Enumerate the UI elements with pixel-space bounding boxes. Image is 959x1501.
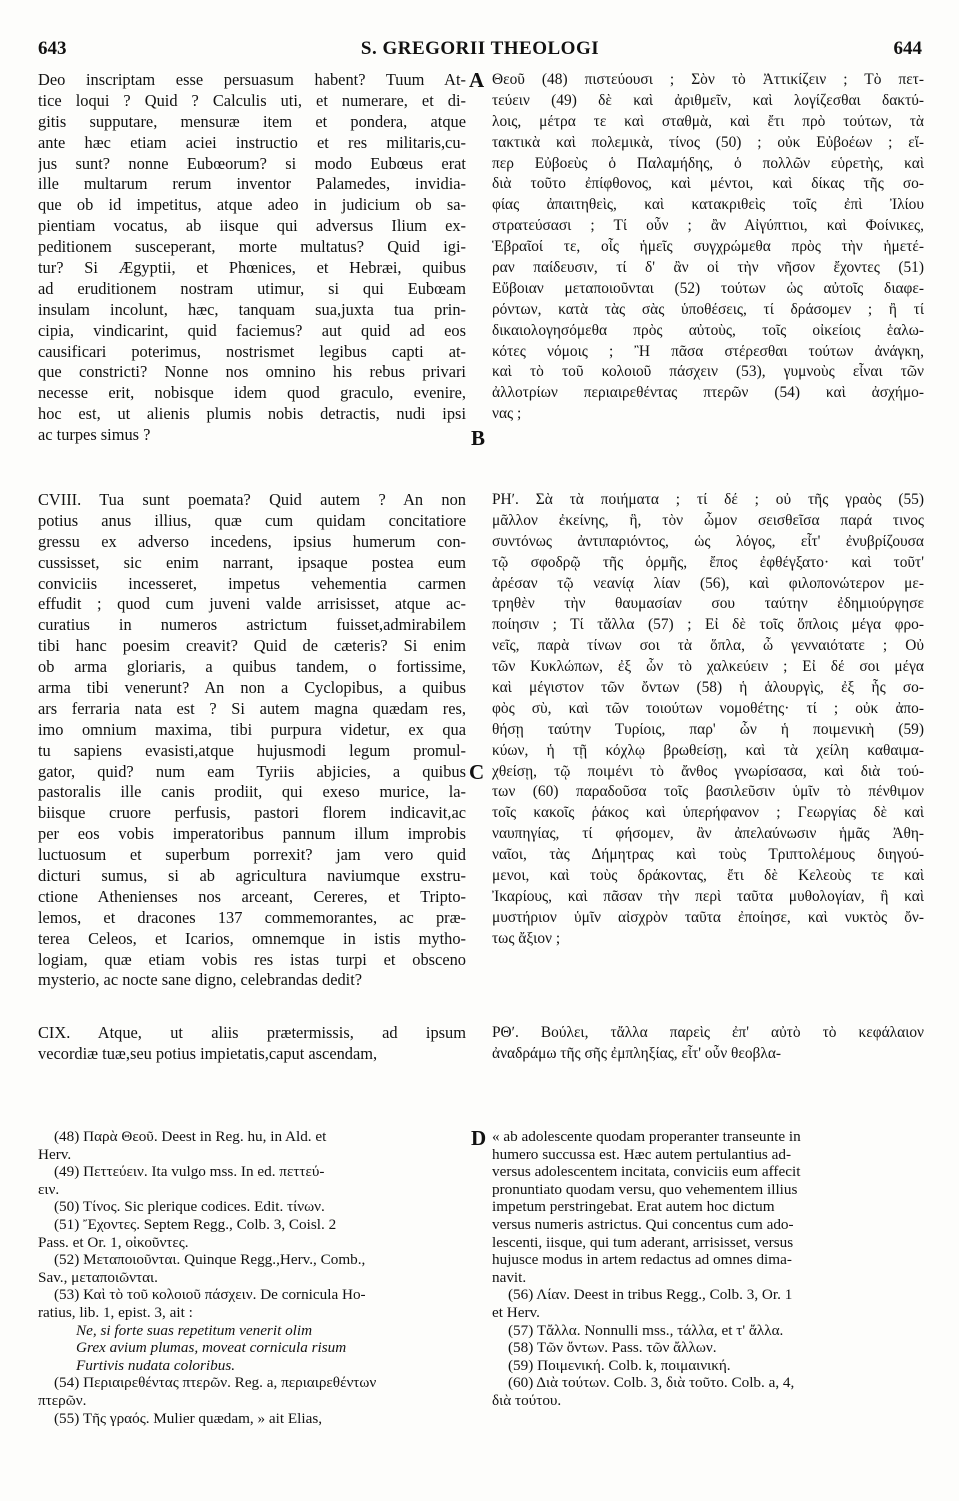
text-line: ἀλλοτρίων περιαιρεθέντας πτερῶν (54) καὶ ἀσχήμο-: [492, 384, 924, 402]
text-line: νας ;: [492, 405, 522, 423]
running-header: [38, 38, 922, 64]
text-line: tu sapiens evasisti,atque hujusmodi legum promul-: [38, 740, 466, 760]
text-line: ante hæc etiam aciei instructio et res militaris,cu-: [38, 132, 466, 152]
footnote-line: (58) Τῶν ὄντων. Pass. τῶν ἄλλων.: [508, 1339, 717, 1357]
latin-section-cix: [38, 1023, 466, 1065]
text-line: ob arma gloriaris, a quibus tandem, o fortissime,: [38, 657, 466, 677]
footnote-line: lescenti, iisque, qui tum aderant, arrisisset, versus: [492, 1233, 794, 1251]
footnote-line: « ab adolescente quodam properanter transeunte in: [492, 1128, 801, 1145]
text-line: ille multarum rerum inventor Palamedes, invidia-: [38, 174, 466, 194]
text-line: Εὔβοιαν μεταποιοῦνται (52) τούτων ὡς αὐτοῖς διαφε-: [492, 279, 924, 297]
text-line: διὰ τοῦτο ἐπίφθονος, καὶ μέντοι, καὶ δίκας τῆς σο-: [492, 175, 924, 193]
text-line: ad eruditionem nostram utimur, si qui Eubœam: [38, 278, 466, 298]
text-line: pastoralis ille canis prodiit, qui exeso murice, la-: [38, 782, 466, 802]
text-line: arma tibi venerunt? An non a Cyclopibus, a quibus: [38, 678, 466, 698]
text-line: ραν παίδευσιν, τί δ' ἂν οἱ τὴν νῆσον ἔχοντες (51): [492, 259, 924, 277]
text-line: τως ἄξιον ;: [492, 929, 561, 947]
footnote-line: πτερῶν.: [38, 1391, 87, 1409]
footnote-line: versus numeris astrictus. Qui concentus cum ado-: [492, 1215, 794, 1233]
margin-marker-b: B: [471, 426, 486, 450]
text-line: τοῖς κακοῖς ῥάκος καὶ ὑπερήφανον ; Γεωργίας δὲ καὶ: [492, 804, 924, 822]
text-line: tibi hanc poesim creavit? Quid de cæteris? Si enim: [38, 636, 466, 656]
text-line: tice loqui ? Quid ? Calculis uti, et numerare, et di-: [38, 90, 466, 110]
footnote-line: pronuntiato quodam versu, quo vehementem illius: [492, 1180, 798, 1198]
text-line: ἀναδράμω τῆς σῆς ἐμπληξίας, εἶτ' οὖν θεοβλα-: [492, 1044, 782, 1062]
greek-main-paragraph: [492, 70, 924, 425]
footnote-line: impetum perstringebat. Erat autem hoc dictum: [492, 1198, 775, 1216]
text-line: per eos vobis imperatoribus pannum illum improbis: [38, 824, 466, 844]
text-line: των (60) παραδοῦσα τοῖς βασιλεῦσιν ὑμῖν τὸ πένθιμον: [492, 783, 924, 801]
text-line: mysterio, ac nocte sane digno, celebrandas dedit?: [38, 970, 363, 990]
text-line: Ἰκαρίους, καὶ πᾶσαν τὴν περὶ ταῦτα μυθολογίαν, ἣ καὶ: [492, 887, 924, 905]
text-line: potius anus illius, quæ cum quidam concitatiore: [38, 510, 466, 530]
text-line: curatius in numeros astrictum fuisset,admirabilem: [38, 615, 466, 635]
text-line: cipia, vindicarint, quid faciemus? aut quid ad eos: [38, 320, 466, 340]
text-line: ἀρέσαν τῷ νεανίᾳ λίαν (56), καὶ φιλοπονώτερον με-: [492, 574, 924, 592]
footnote-line: Sav., μεταποιῶνται.: [38, 1268, 158, 1286]
greek-section-rth: [492, 1023, 924, 1065]
footnote-line: (56) Λίαν. Deest in tribus Regg., Colb. 3, Or. 1: [508, 1286, 793, 1304]
text-line: καὶ μέγιστον τῶν ὄντων (58) ἡ ἁλουργὶς, ἐξ ἧς σο-: [492, 679, 924, 697]
text-line: lemos, et dracones 137 commemorantes, ac præ-: [38, 907, 466, 927]
footnote-line: versus adolescentem incitata, conviciis eum affecit: [492, 1163, 801, 1181]
text-line: ποίησιν ; Τί τἄλλα (57) ; Εἰ δὲ τοῖς ὅπλοις μέγα φρο-: [492, 616, 924, 634]
text-line: νεῖς, παρὰ τίνων σοι τὰ ὅπλα, ὦ γενναιότατε ; Οὐ: [492, 637, 924, 655]
greek-section-rh: [492, 490, 924, 950]
footnote-line: (52) Μεταποιοῦνται. Quinque Regg.,Herv., Comb.,: [54, 1251, 366, 1269]
footnote-line: humero succussa est. Hæc autem pertulantius ad-: [492, 1145, 792, 1163]
text-line: δικαιολογησόμεθα πρὸς αὐτοὺς, τοῖς οἰκείοις ἑαλω-: [492, 321, 924, 339]
text-line: logiam, quæ etiam vobis res istas turpi et obsceno: [38, 949, 466, 969]
text-line: jus sunt? nonne Eubœorum? si modo Eubœus erat: [38, 153, 466, 173]
text-line: gitis supputare, mensuræ item et pondera, atque: [38, 111, 466, 131]
footnote-line: (50) Τίνος. Sic plerique codices. Edit. τίνων.: [54, 1198, 325, 1216]
footnote-line: (55) Τῆς γραός. Mulier quædam, » ait Elias,: [54, 1409, 323, 1427]
text-line: imo omnium maxima, tibi purpura videtur, ex qua: [38, 719, 466, 739]
margin-marker-a: A: [469, 68, 485, 92]
text-line: luctuosum et superbum porrexit? jam vero quid: [38, 845, 466, 865]
text-line: que constricti? Nonne nos omnino his rebus privari: [38, 362, 466, 382]
text-line: τῷ σφοδρῷ τῆς ὁρμῆς, ἔπος ἐφθέγξατο· καὶ τοῦτ': [492, 553, 924, 571]
text-line: dicturi sumus, si ab agricultura naviumque exstru-: [38, 866, 466, 886]
footnote-line: Pass. et Or. 1, οἰκοῦντες.: [38, 1233, 189, 1251]
text-line: gressu ex adverso incedens, ipsius humerum con-: [38, 531, 466, 551]
text-line: effudit ; quod cum juveni valde arrisisset, atque ac-: [38, 594, 466, 614]
footnote-line: (53) Καὶ τὸ τοῦ κολοιοῦ πάσχειν. De cornicula Ho-: [54, 1286, 366, 1304]
footnotes-left: [38, 1128, 468, 1427]
text-line: ναυπηγίας, τί φήσομεν, ἂν ἀπελαύνωσιν ἡμᾶς Ἀθη-: [492, 825, 924, 843]
text-line: CIX. Atque, ut aliis prætermissis, ad ipsum: [38, 1023, 466, 1042]
footnote-line: (49) Πεττεύειν. Ita vulgo mss. In ed. πεττεύ-: [54, 1163, 325, 1181]
text-line: μᾶλλον ἐκείνης, ἣ, τὸν ὦμον σεισθεῖσα παρά τινος: [492, 511, 924, 529]
text-line: φίας ἀπαιτηθεὶς, καὶ κατακριθεὶς τοῖς ἐπὶ Ἰλίου: [492, 196, 924, 214]
text-line: ars ferraria nata est ? Si autem magna quædam res,: [38, 698, 466, 718]
text-line: biisque cruore perfusis, pastori florem indicavit,ac: [38, 803, 466, 823]
text-line: κότες νόμοις ; Ἢ πᾶσα στέρεσθαι τούτων ἀνάγκη,: [492, 342, 924, 360]
page-number-left: 643: [38, 38, 67, 59]
text-line: στρατεύσασι ; Τί οὖν ; ἂν Αἰγύπτιοι, καὶ Φοίνικες,: [492, 217, 924, 235]
text-line: ΡΗʹ. Σὰ τὰ ποιήματα ; τί δέ ; οὐ τῆς γραὸς (55): [492, 491, 924, 508]
text-line: περ Εὐβοεὺς ὁ Παλαμήδης, ὁ πολλῶν εὑρετὴς, καὶ: [492, 154, 924, 172]
text-line: terea Celeos, et Icarios, omnemque in istis mytho-: [38, 928, 466, 948]
text-line: φὸς σὺ, καὶ τῶν τοιούτων νομοθέτης· τί ; οὐκ ἀπο-: [492, 699, 924, 717]
text-line: τακτικὰ καὶ πολεμικὰ, τίνος (50) ; οὐκ Εὐβοέων ; εἴ-: [492, 133, 924, 151]
text-line: λοις, μέτρα τε καὶ σταθμὰ, καὶ ἔτι πρὸ τούτων, τὰ: [492, 112, 924, 130]
text-line: ΡΘʹ. Βούλει, τἄλλα παρεὶς ἐπ' αὐτὸ τὸ κεφάλαιον: [492, 1024, 924, 1041]
text-line: peditionem susceperant, morte multatus? Quid igi-: [38, 237, 466, 257]
footnote-line: navit.: [492, 1268, 527, 1286]
footnote-line: Herv.: [38, 1145, 72, 1163]
text-line: τεύειν (49) δὲ καὶ ἀριθμεῖν, καὶ λογίζεσθαι δακτύ-: [492, 91, 924, 109]
text-line: Ἑβραῖοί τε, οἷς ἡμεῖς συγχρώμεθα πρὸς τὴν ἡμετέ-: [492, 238, 924, 256]
text-line: μενοι, καὶ τοὺς δράκοντας, ἔτι δὲ Κελεοὺς τε καὶ: [492, 867, 924, 885]
footnote-line: hujusce modus in artem redactus ad omnes dima-: [492, 1251, 792, 1269]
footnote-line: (54) Περιαιρεθέντας πτερῶν. Reg. a, περιαιρεθέντων: [54, 1374, 377, 1392]
footnote-line: et Herv.: [492, 1303, 540, 1321]
text-line: θήσῃ ταύτην Τυρίοις, παρ' ὧν ἡ ποιμενικὴ (59): [492, 720, 924, 738]
text-line: necesse erit, nobisque idem quod graculo, evenire,: [38, 383, 466, 403]
text-line: ac turpes simus ?: [38, 425, 151, 445]
text-line: conviciis incesseret, impetus vehementia carmen: [38, 573, 466, 593]
text-line: ναῖοι, τὰς Δήμητρας καὶ τοὺς Τριπτολέμους διηγού-: [492, 846, 924, 864]
text-line: insulam incolunt, hæc, tanquam sua,juxta tua prin-: [38, 299, 466, 319]
text-line: ctione Athenienses nos arceant, Cereres, et Tripto-: [38, 886, 466, 906]
text-line: μυστήριον ὑμῖν αἰσχρὸν ταῦτα ἐποίησε, καὶ νυκτὸς ὄν-: [492, 908, 924, 926]
text-line: que ob id impetitus, atque adeo in judicium ob sa-: [38, 195, 466, 215]
running-title: S. GREGORII THEOLOGI: [360, 38, 600, 59]
footnote-line: ειν.: [38, 1180, 60, 1198]
text-line: Deo inscriptam esse persuasum habent? Tuum At-: [38, 70, 466, 89]
footnote-line: (59) Ποιμενική. Colb. k, ποιμαινική.: [508, 1356, 731, 1374]
footnote-line: (57) Τἄλλα. Nonnulli mss., τάλλα, et τ' ἄλλα.: [508, 1321, 784, 1339]
latin-main-paragraph: [38, 70, 466, 446]
footnote-line: ratius, lib. 1, epist. 3, ait :: [38, 1303, 193, 1321]
text-line: Θεοῦ (48) πιστεύουσι ; Σὸν τὸ Ἀττικίζειν ; Τὸ πετ-: [492, 71, 924, 88]
text-line: pientiam vocatus, ab iisque qui adversus Ilium ex-: [38, 216, 466, 236]
footnote-line: (48) Παρὰ Θεοῦ. Deest in Reg. hu, in Ald. et: [54, 1128, 327, 1145]
text-line: cussisset, sic enim narrant, ipsaque postea eum: [38, 552, 466, 572]
text-line: τρηθὲν τὴν θαυμασίαν σου ταύτην ἐδημιούργησε: [492, 595, 924, 613]
footnote-line: Furtivis nudata coloribus.: [76, 1356, 236, 1374]
text-line: συντόνως ἀντιπαριόντος, ὡς λόγος, εἶτ' ἐνυβρίζουσα: [492, 532, 924, 550]
page-number-right: 644: [893, 38, 922, 59]
text-line: hoc est, ut alienis plumis nobis detractis, nudi ipsi: [38, 404, 466, 424]
text-line: gator, quid? num eam Tyriis abjicies, a quibus: [38, 761, 466, 781]
text-line: χθείσῃ, τῷ ποιμένι τὸ ἄνθος γνωρίσασα, καὶ διὰ τού-: [492, 762, 924, 780]
footnote-line: Ne, si forte suas repetitum venerit olim: [76, 1321, 313, 1339]
footnote-line: Grex avium plumas, moveat cornicula risum: [76, 1339, 347, 1357]
footnote-line: (51) Ἔχοντες. Septem Regg., Colb. 3, Coisl. 2: [54, 1215, 337, 1233]
text-line: CVIII. Tua sunt poemata? Quid autem ? An non: [38, 490, 466, 509]
footnote-line: διὰ τούτου.: [492, 1391, 562, 1409]
text-line: vecordiæ tuæ,seu potius impietatis,caput ascendam,: [38, 1043, 378, 1063]
margin-marker-c: C: [469, 760, 485, 784]
text-line: causificari poterimus, nostrismet legibus capti at-: [38, 341, 466, 361]
footnotes-right: [492, 1128, 922, 1410]
footnote-line: (60) Διὰ τούτων. Colb. 3, διὰ τοῦτο. Colb. a, 4,: [508, 1374, 795, 1392]
text-line: καὶ τὸ τοῦ κολοιοῦ πάσχειν (53), γυμνοὺς εἶναι τῶν: [492, 363, 924, 381]
latin-section-cviii: [38, 490, 466, 991]
text-line: ρόντων, κατὰ τὰς σὰς ὑποθέσεις, τί δράσομεν ; ἢ τί: [492, 300, 924, 318]
margin-marker-d: D: [471, 1126, 487, 1150]
text-line: κύων, ἡ τῇ κόχλῳ βρωθείσῃ, καὶ τὰ χείλη καθαιμα-: [492, 741, 924, 759]
text-line: tur? Si Ægyptii, et Phœnices, et Hebræi, quibus: [38, 258, 466, 278]
text-line: τῶν Κυκλώπων, ἐξ ὧν τὸ χαλκεύειν ; Εἰ δέ σοι μέγα: [492, 658, 924, 676]
